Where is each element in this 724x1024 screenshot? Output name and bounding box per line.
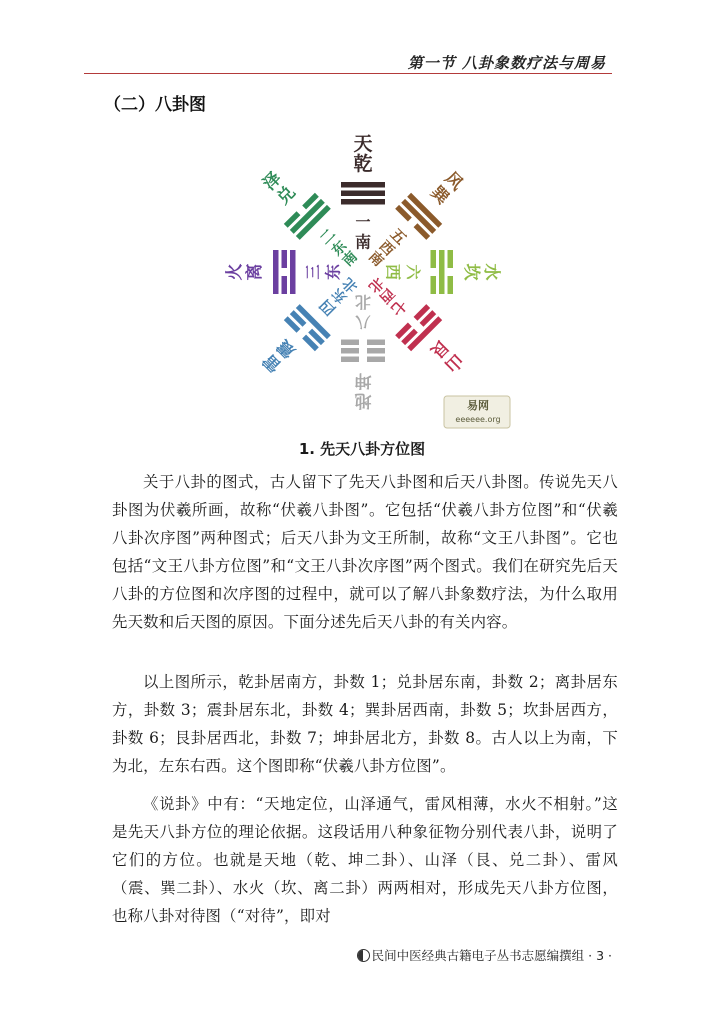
- trigram-line-yang: [439, 250, 445, 294]
- figure-caption: 1. 先天八卦方位图: [298, 440, 426, 458]
- trigram-line-yin: [448, 250, 454, 268]
- page-header: [84, 40, 612, 74]
- trigram-dui-direction: 东: [329, 238, 351, 260]
- trigram-line-yin: [367, 348, 385, 354]
- trigram-xun: [355, 159, 477, 281]
- trigram-kan-number: 六: [404, 264, 422, 280]
- trigram-qian-number: 一: [355, 213, 371, 231]
- trigram-kun: [341, 293, 385, 412]
- trigram-gen-direction: 西: [375, 284, 397, 306]
- trigram-line-yin: [367, 340, 385, 346]
- bagua-diagram: [208, 120, 518, 436]
- trigram-gen: [355, 264, 477, 386]
- paragraph-2: 以上图所示，乾卦居南方，卦数 1；兑卦居东南，卦数 2；离卦居东方，卦数 3；震卦居东北，卦数 4；巽卦居西南，卦数 5；坎卦居西方，卦数 6；艮卦居西北，卦数 7；坤卦居北方，卦数 8。古人以上为南，下为北，左东右西。这个图即称“伏羲八卦方位图”。: [112, 673, 618, 775]
- trigram-line-yin: [431, 276, 437, 294]
- header-title: 第一节 八卦象数疗法与周易: [407, 54, 606, 72]
- trigram-qian: [341, 133, 385, 252]
- trigram-line-yang: [341, 191, 385, 197]
- paragraph-3: 《说卦》中有：“天地定位，山泽通气，雷风相薄，水火不相射。”这是先天八卦方位的理论依据。这段话用八种象征物分别代表八卦，说明了它们的方位。也就是天地（乾、坤二卦）、山泽（艮、兑二卦）、雷风（震、巽二卦）、水火（坎、离二卦）两两相对，形成先天八卦方位图，也称八卦对待图（“对待”，即对: [112, 795, 618, 925]
- trigram-kun-number: 八: [355, 313, 371, 331]
- trigram-line-yin: [282, 276, 288, 294]
- trigram-li-name: 离: [245, 263, 265, 281]
- trigram-line-yin: [341, 340, 359, 346]
- trigram-kan: [384, 250, 503, 294]
- trigram-kun-direction: 北: [354, 292, 372, 312]
- trigram-dui: [250, 159, 372, 281]
- trigram-gen-number: 七: [386, 295, 411, 320]
- paragraph-1: 关于八卦的图式，古人留下了先天八卦图和后天八卦图。传说先天八卦图为伏羲所画，故称“伏羲八卦图”。它包括“伏羲八卦方位图”和“伏羲八卦次序图”两种图式；后天八卦为文王所制，故称“文王八卦图”。它也包括“文王八卦方位图”和“文王八卦次序图”两个图式。我们在研究先后天八卦的方位图和次序图的过程中，就可以了解八卦象数疗法，为什么取用先天数和后天图的原因。下面分述先后天八卦的有关内容。: [112, 473, 618, 631]
- trigram-xun-name: 巽: [426, 182, 453, 209]
- trigram-zhen-number: 四: [315, 295, 340, 320]
- trigram-xun-direction: 西: [375, 238, 397, 260]
- trigram-zhen-direction: 北: [339, 274, 361, 296]
- trigram-li-number: 三: [304, 264, 322, 280]
- trigram-li: [224, 250, 343, 294]
- trigram-line-yin: [341, 348, 359, 354]
- watermark-text: 易网: [467, 399, 489, 412]
- trigram-line-yang: [341, 182, 385, 188]
- trigram-line-yin: [448, 276, 454, 294]
- watermark-logo: [444, 396, 510, 428]
- trigram-zhen: [249, 264, 371, 386]
- section-heading: （二）八卦图: [104, 95, 206, 115]
- page-number: · 3 ·: [588, 948, 612, 963]
- trigram-kan-name: 坎: [461, 263, 481, 281]
- trigram-dui-number: 二: [315, 224, 340, 249]
- trigram-gen-name: 艮: [426, 335, 453, 362]
- trigram-zhen-direction: 东: [329, 284, 351, 306]
- trigram-qian-direction: 南: [354, 232, 372, 252]
- watermark-subtext: eeeeee.org: [455, 415, 501, 424]
- trigram-li-nature: 火: [225, 263, 245, 281]
- trigram-line-yang: [273, 250, 279, 294]
- trigram-gen-direction: 北: [365, 274, 387, 296]
- trigram-line-yang: [341, 199, 385, 205]
- trigram-kun-nature: 地: [354, 390, 372, 410]
- trigram-dui-name: 兑: [273, 182, 300, 209]
- trigram-line-yang: [290, 250, 296, 294]
- trigram-xun-nature: 风: [440, 168, 467, 195]
- trigram-dui-nature: 泽: [259, 168, 286, 195]
- trigram-line-yin: [341, 357, 359, 363]
- trigram-dui-direction: 南: [339, 248, 361, 270]
- trigram-line-yin: [431, 250, 437, 268]
- trigram-line-yin: [282, 250, 288, 268]
- trigram-kun-name: 坤: [354, 370, 372, 390]
- trigram-xun-number: 五: [386, 224, 411, 249]
- trigram-kan-direction: 西: [383, 263, 403, 281]
- trigram-zhen-name: 震: [273, 335, 300, 362]
- trigram-gen-nature: 山: [440, 349, 467, 376]
- trigram-xun-direction: 南: [365, 248, 387, 270]
- trigram-line-yin: [367, 357, 385, 363]
- yin-yang-icon: [357, 949, 370, 962]
- header-rule: [84, 73, 612, 74]
- trigram-kan-nature: 水: [481, 263, 501, 281]
- page-footer: [357, 946, 612, 964]
- trigram-li-direction: 东: [323, 263, 343, 281]
- trigram-qian-name: 乾: [353, 153, 373, 175]
- trigram-qian-top: 天: [353, 133, 373, 155]
- footer-text: 民间中医经典古籍电子丛书志愿编撰组: [371, 948, 585, 963]
- bagua-figure: [208, 120, 518, 436]
- trigram-zhen-nature: 雷: [259, 349, 286, 376]
